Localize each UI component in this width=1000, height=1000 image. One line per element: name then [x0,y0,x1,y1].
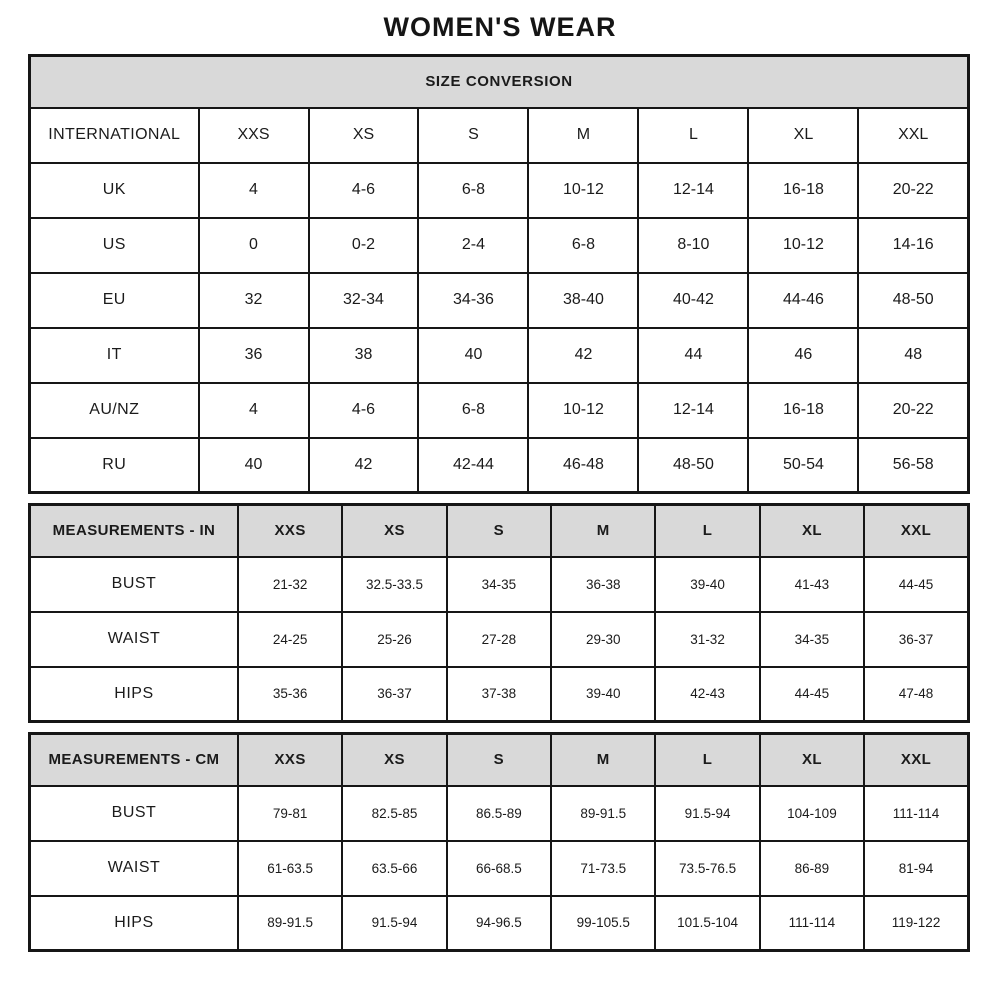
cell: 36-37 [342,667,446,722]
table-row [30,108,969,163]
cell: 20-22 [858,163,968,218]
cell: 32.5-33.5 [342,557,446,612]
table-row [30,56,969,108]
table-row [30,734,969,786]
cell: 4-6 [309,383,419,438]
row-label: HIPS [30,667,238,722]
row-label: AU/NZ [30,383,199,438]
cell: 44-46 [748,273,858,328]
cell: 101.5-104 [655,896,759,951]
size-conversion-table [28,54,970,494]
size-header-xs: XS [342,734,446,786]
cell: 39-40 [551,667,655,722]
cell: 16-18 [748,383,858,438]
size-header-xxs: XXS [238,505,342,557]
cell: 111-114 [760,896,864,951]
table-row-bust-cm [30,786,969,841]
cell: 14-16 [858,218,968,273]
size-header-xl: XL [760,734,864,786]
cell: 61-63.5 [238,841,342,896]
cell: 35-36 [238,667,342,722]
column-header-xxl: XXL [858,108,968,163]
cell: 10-12 [528,383,638,438]
table-row-waist-in [30,612,969,667]
cell: 32-34 [309,273,419,328]
column-header-xxs: XXS [199,108,309,163]
size-header-s: S [447,734,551,786]
cell: 24-25 [238,612,342,667]
table-row-ru [30,438,969,493]
cell: 42-44 [418,438,528,493]
size-header-xxs: XXS [238,734,342,786]
row-label: US [30,218,199,273]
cell: 40 [418,328,528,383]
measurements-in-table [28,503,970,723]
cell: 46-48 [528,438,638,493]
cell: 4 [199,163,309,218]
table-row-uk [30,163,969,218]
cell: 56-58 [858,438,968,493]
cell: 6-8 [418,163,528,218]
row-label: UK [30,163,199,218]
cell: 99-105.5 [551,896,655,951]
cell: 47-48 [864,667,968,722]
cell: 37-38 [447,667,551,722]
row-label: WAIST [30,612,238,667]
table-row-us [30,218,969,273]
cell: 40 [199,438,309,493]
cell: 91.5-94 [655,786,759,841]
cell: 46 [748,328,858,383]
cell: 48-50 [858,273,968,328]
row-label: BUST [30,786,238,841]
column-header-xs: XS [309,108,419,163]
row-label: RU [30,438,199,493]
size-header-l: L [655,734,759,786]
cell: 36 [199,328,309,383]
cell: 6-8 [418,383,528,438]
cell: 38 [309,328,419,383]
cell: 29-30 [551,612,655,667]
cell: 12-14 [638,383,748,438]
cell: 0 [199,218,309,273]
measurements-cm-table [28,732,970,952]
cell: 0-2 [309,218,419,273]
cell: 44-45 [760,667,864,722]
cell: 104-109 [760,786,864,841]
cell: 63.5-66 [342,841,446,896]
cell: 79-81 [238,786,342,841]
column-header-l: L [638,108,748,163]
cell: 44 [638,328,748,383]
row-label: IT [30,328,199,383]
row-label: EU [30,273,199,328]
measurements-in-header: MEASUREMENTS - IN [30,505,238,557]
cell: 2-4 [418,218,528,273]
cell: 36-37 [864,612,968,667]
column-header-international: INTERNATIONAL [30,108,199,163]
cell: 36-38 [551,557,655,612]
cell: 10-12 [748,218,858,273]
size-header-xxl: XXL [864,505,968,557]
cell: 21-32 [238,557,342,612]
table-row-waist-cm [30,841,969,896]
cell: 32 [199,273,309,328]
cell: 48-50 [638,438,748,493]
table-row-bust-in [30,557,969,612]
cell: 31-32 [655,612,759,667]
cell: 34-35 [760,612,864,667]
cell: 86-89 [760,841,864,896]
cell: 82.5-85 [342,786,446,841]
cell: 66-68.5 [447,841,551,896]
cell: 20-22 [858,383,968,438]
cell: 8-10 [638,218,748,273]
cell: 89-91.5 [551,786,655,841]
cell: 4 [199,383,309,438]
cell: 42 [528,328,638,383]
cell: 39-40 [655,557,759,612]
cell: 111-114 [864,786,968,841]
cell: 86.5-89 [447,786,551,841]
size-header-l: L [655,505,759,557]
size-header-xxl: XXL [864,734,968,786]
column-header-s: S [418,108,528,163]
row-label: WAIST [30,841,238,896]
table-row-it [30,328,969,383]
cell: 73.5-76.5 [655,841,759,896]
size-conversion-header: SIZE CONVERSION [30,56,969,108]
table-row-eu [30,273,969,328]
cell: 34-36 [418,273,528,328]
cell: 41-43 [760,557,864,612]
table-row-aunz [30,383,969,438]
row-label: HIPS [30,896,238,951]
table-row [30,505,969,557]
row-label: BUST [30,557,238,612]
cell: 119-122 [864,896,968,951]
cell: 91.5-94 [342,896,446,951]
column-header-xl: XL [748,108,858,163]
cell: 27-28 [447,612,551,667]
table-row-hips-cm [30,896,969,951]
table-row-hips-in [30,667,969,722]
size-header-m: M [551,505,655,557]
column-header-m: M [528,108,638,163]
cell: 4-6 [309,163,419,218]
size-header-xs: XS [342,505,446,557]
cell: 71-73.5 [551,841,655,896]
cell: 94-96.5 [447,896,551,951]
cell: 89-91.5 [238,896,342,951]
cell: 50-54 [748,438,858,493]
cell: 10-12 [528,163,638,218]
cell: 40-42 [638,273,748,328]
cell: 42-43 [655,667,759,722]
measurements-cm-header: MEASUREMENTS - CM [30,734,238,786]
cell: 81-94 [864,841,968,896]
cell: 25-26 [342,612,446,667]
size-header-m: M [551,734,655,786]
cell: 16-18 [748,163,858,218]
cell: 34-35 [447,557,551,612]
size-header-s: S [447,505,551,557]
cell: 48 [858,328,968,383]
cell: 12-14 [638,163,748,218]
size-header-xl: XL [760,505,864,557]
cell: 42 [309,438,419,493]
page-title: WOMEN'S WEAR [383,12,617,42]
cell: 44-45 [864,557,968,612]
cell: 6-8 [528,218,638,273]
cell: 38-40 [528,273,638,328]
